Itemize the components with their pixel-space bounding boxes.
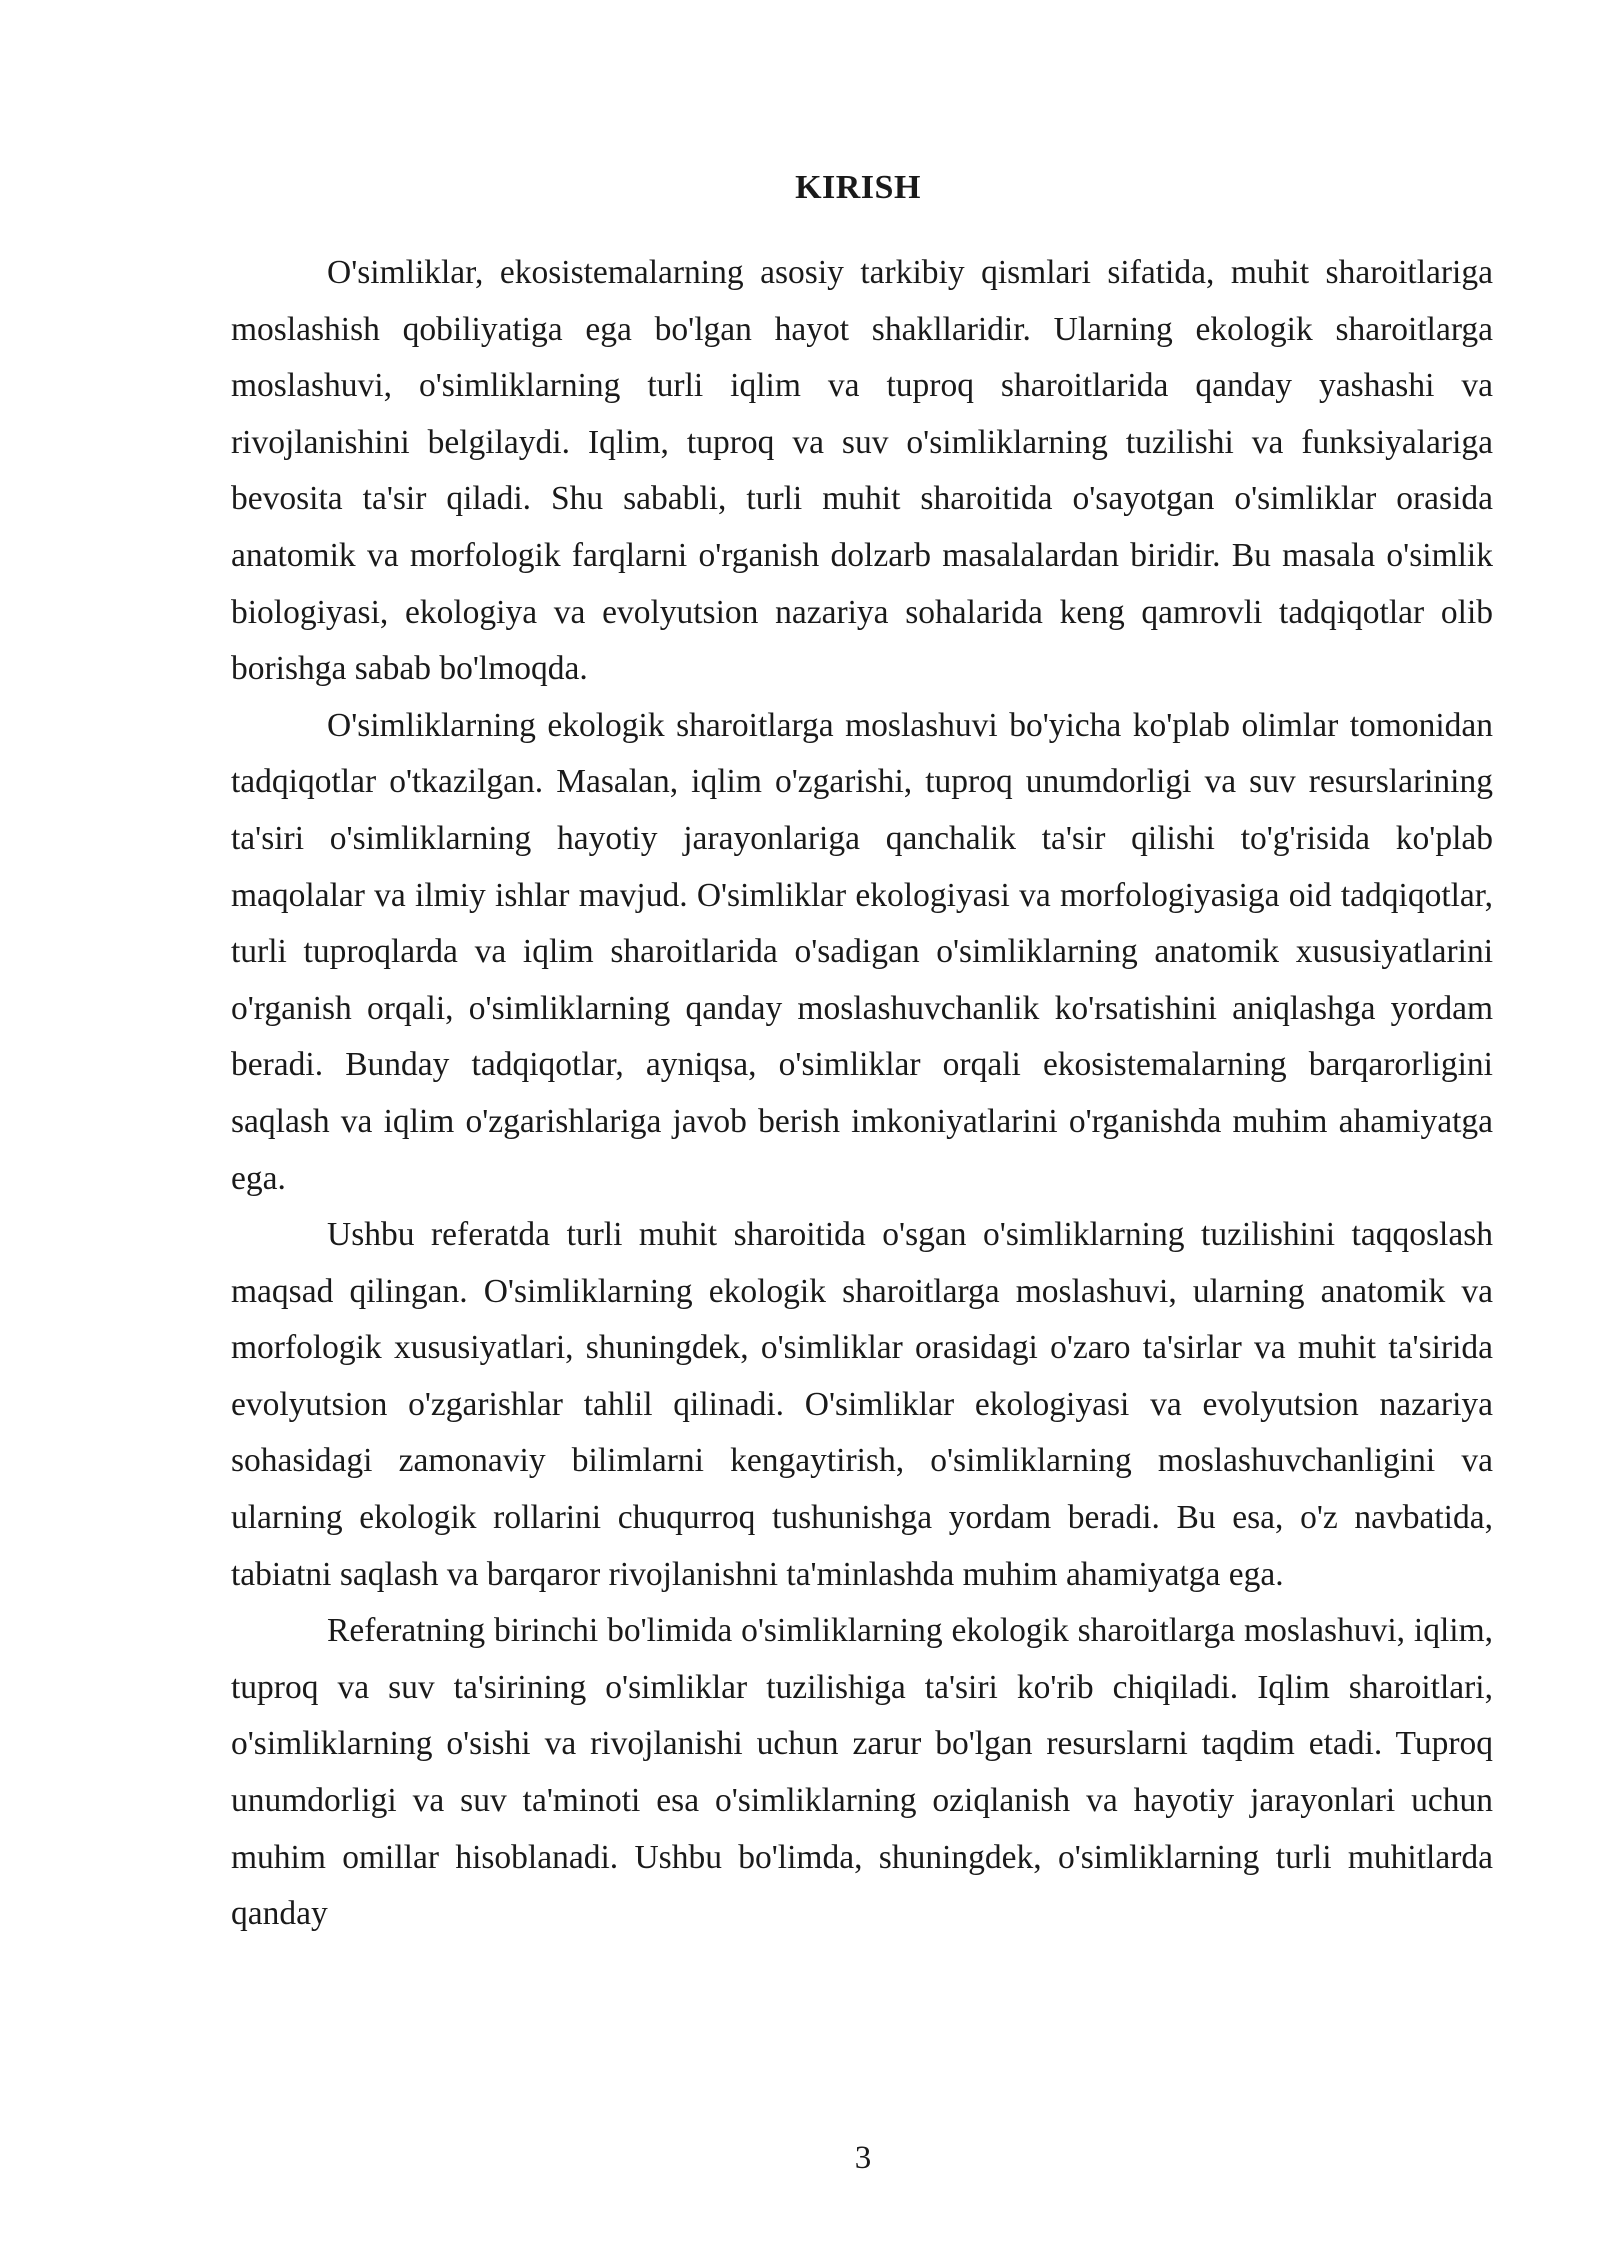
paragraph-1: O'simliklar, ekosistemalarning asosiy tarkibiy qismlari sifatida, muhit sharoitlariga moslashish qobiliyatiga ega bo'lgan hayot shakllaridir. Ularning ekologik sharoitlarga moslashuvi, o'simliklarning turli iqlim va tuproq sharoitlarida qanday yashashi va rivojlanishini belgilaydi. Iqlim, tuproq va suv o'simliklarning tuzilishi va funksiyalariga bevosita ta'sir qiladi. Shu sababli, turli muhit sharoitida o'sayotgan o'simliklar orasida anatomik va morfologik farqlarni o'rganish dolzarb masalalardan biridir. Bu masala o'simlik biologiyasi, ekologiya va evolyutsion nazariya sohalarida keng qamrovli tadqiqotlar olib borishga sabab bo'lmoqda. [231,254,1493,688]
paragraph-3: Ushbu referatda turli muhit sharoitida o'sgan o'simliklarning tuzilishini taqqoslash maqsad qilingan. O'simliklarning ekologik sharoitlarga moslashuvi, ularning anatomik va morfologik xususiyatlari, shuningdek, o'simliklar orasidagi o'zaro ta'sirlar va muhit ta'sirida evolyutsion o'zgarishlar tahlil qilinadi. O'simliklar ekologiyasi va evolyutsion nazariya sohasidagi zamonaviy bilimlarni kengaytirish, o'simliklarning moslashuvchanligini va ularning ekologik rollarini chuqurroq tushunishga yordam beradi. Bu esa, o'z navbatida, tabiatni saqlash va barqaror rivojlanishni ta'minlashda muhim ahamiyatga ega. [231,1216,1493,1593]
paragraph-4: Referatning birinchi bo'limida o'simliklarning ekologik sharoitlarga moslashuvi, iqlim, tuproq va suv ta'sirining o'simliklar tuzilishiga ta'siri ko'rib chiqiladi. Iqlim sharoitlari, o'simliklarning o'sishi va rivojlanishi uchun zarur bo'lgan resurslarni taqdim etadi. Tuproq unumdorligi va suv ta'minoti esa o'simliklarning oziqlanish va hayotiy jarayonlari uchun muhim omillar hisoblanadi. Ushbu bo'limda, shuningdek, o'simliklarning turli muhitlarda qanday [231,1612,1493,1933]
page-number: 3 [854,2140,872,2176]
body-text [231,245,1493,1943]
paragraph-2: O'simliklarning ekologik sharoitlarga moslashuvi bo'yicha ko'plab olimlar tomonidan tadqiqotlar o'tkazilgan. Masalan, iqlim o'zgarishi, tuproq unumdorligi va suv resurslarining ta'siri o'simliklarning hayotiy jarayonlariga qanchalik ta'sir qilishi to'g'risida ko'plab maqolalar va ilmiy ishlar mavjud. O'simliklar ekologiyasi va morfologiyasiga oid tadqiqotlar, turli tuproqlarda va iqlim sharoitlarida o'sadigan o'simliklarning anatomik xususiyatlarini o'rganish orqali, o'simliklarning qanday moslashuvchanlik ko'rsatishini aniqlashga yordam beradi. Bunday tadqiqotlar, ayniqsa, o'simliklar orqali ekosistemalarning barqarorligini saqlash va iqlim o'zgarishlariga javob berish imkoniyatlarini o'rganishda muhim ahamiyatga ega. [231,706,1493,1197]
page-title: KIRISH [795,169,921,206]
